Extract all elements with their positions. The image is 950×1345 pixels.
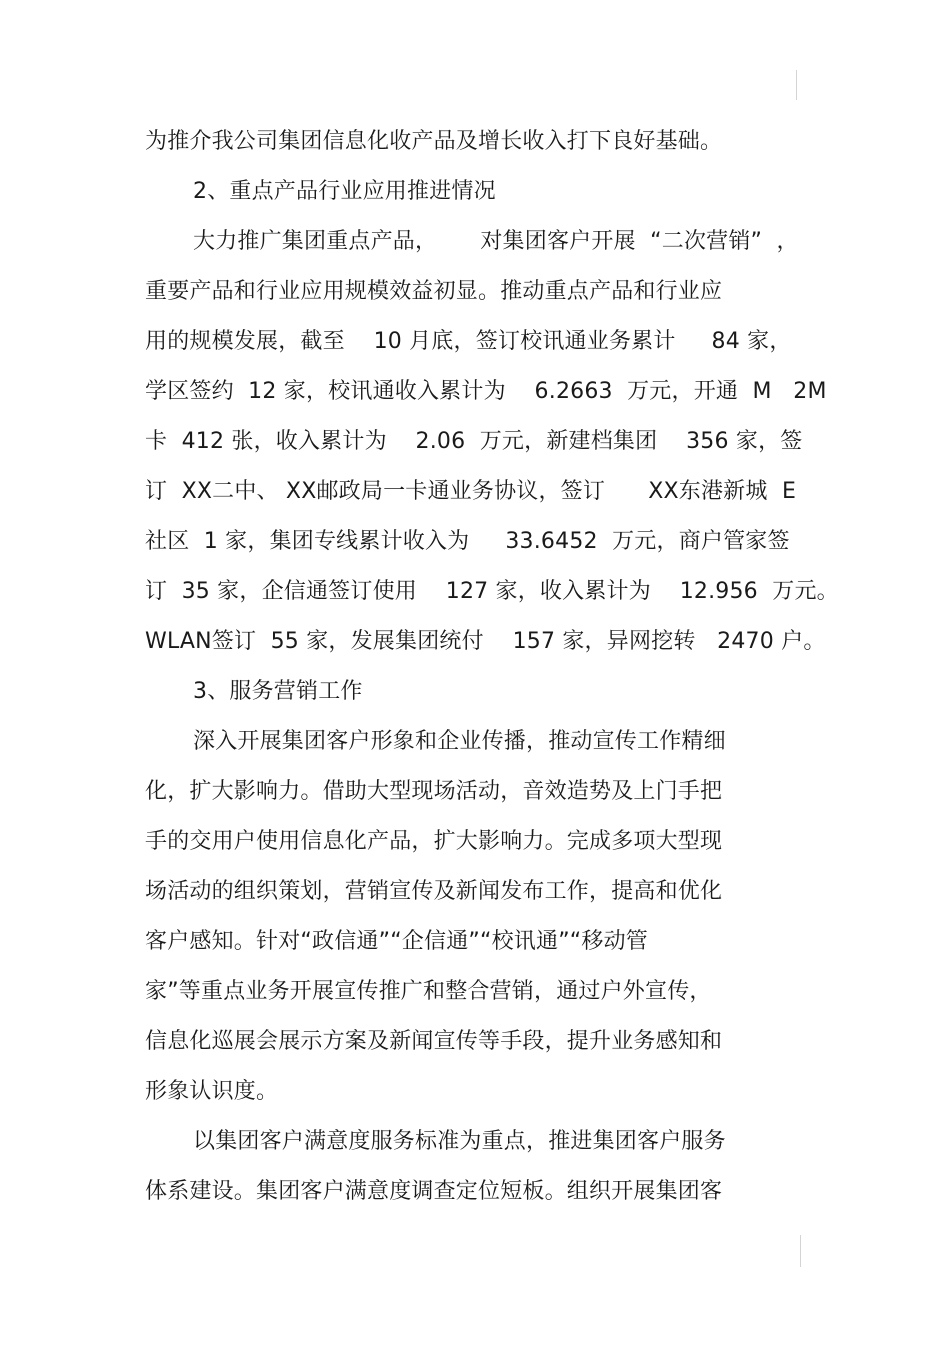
paragraph-line: 订 35 家，企信通签订使用 127 家，收入累计为 12.956 万元。 — [145, 579, 839, 604]
paragraph-line: WLAN签订 55 家，发展集团统付 157 家，异网挖转 2470 户。 — [145, 629, 826, 654]
paragraph-line: 客户感知。针对“政信通”“企信通”“校讯通”“移动管 — [145, 929, 648, 954]
paragraph-line: 为推介我公司集团信息化收产品及增长收入打下良好基础。 — [145, 129, 723, 154]
paragraph-line: 订 XX二中、 XX邮政局一卡通业务协议，签订 XX东港新城 E — [145, 479, 797, 504]
paragraph-line: 化，扩大影响力。借助大型现场活动，音效造势及上门手把 — [145, 779, 723, 804]
paragraph-line: 场活动的组织策划，营销宣传及新闻发布工作，提高和优化 — [145, 879, 723, 904]
paragraph-line: 以集团客户满意度服务标准为重点，推进集团客户服务 — [193, 1129, 726, 1154]
paragraph-line: 社区 1 家，集团专线累计收入为 33.6452 万元，商户管家签 — [145, 529, 790, 554]
paragraph-line: 信息化巡展会展示方案及新闻宣传等手段，提升业务感知和 — [145, 1029, 723, 1054]
paragraph-line: 卡 412 张，收入累计为 2.06 万元，新建档集团 356 家，签 — [145, 429, 803, 454]
paragraph-line: 用的规模发展，截至 10 月底，签订校讯通业务累计 84 家， — [145, 329, 792, 354]
section-heading: 2、重点产品行业应用推进情况 — [193, 179, 496, 204]
page-corner-mark-bottom — [800, 1235, 801, 1267]
paragraph-line: 深入开展集团客户形象和企业传播，推动宣传工作精细 — [193, 729, 726, 754]
paragraph-line: 大力推广集团重点产品， 对集团客户开展 “二次营销” ， — [193, 229, 799, 254]
paragraph-line: 形象认识度。 — [145, 1079, 279, 1104]
paragraph-line: 手的交用户使用信息化产品，扩大影响力。完成多项大型现 — [145, 829, 723, 854]
paragraph-line: 体系建设。集团客户满意度调查定位短板。组织开展集团客 — [145, 1179, 723, 1204]
section-heading: 3、服务营销工作 — [193, 679, 363, 704]
page-corner-mark-top — [796, 70, 797, 100]
paragraph-line: 学区签约 12 家，校讯通收入累计为 6.2663 万元，开通 M 2M — [145, 379, 827, 404]
paragraph-line: 家”等重点业务开展宣传推广和整合营销，通过户外宣传， — [145, 979, 712, 1004]
paragraph-line: 重要产品和行业应用规模效益初显。推动重点产品和行业应 — [145, 279, 723, 304]
